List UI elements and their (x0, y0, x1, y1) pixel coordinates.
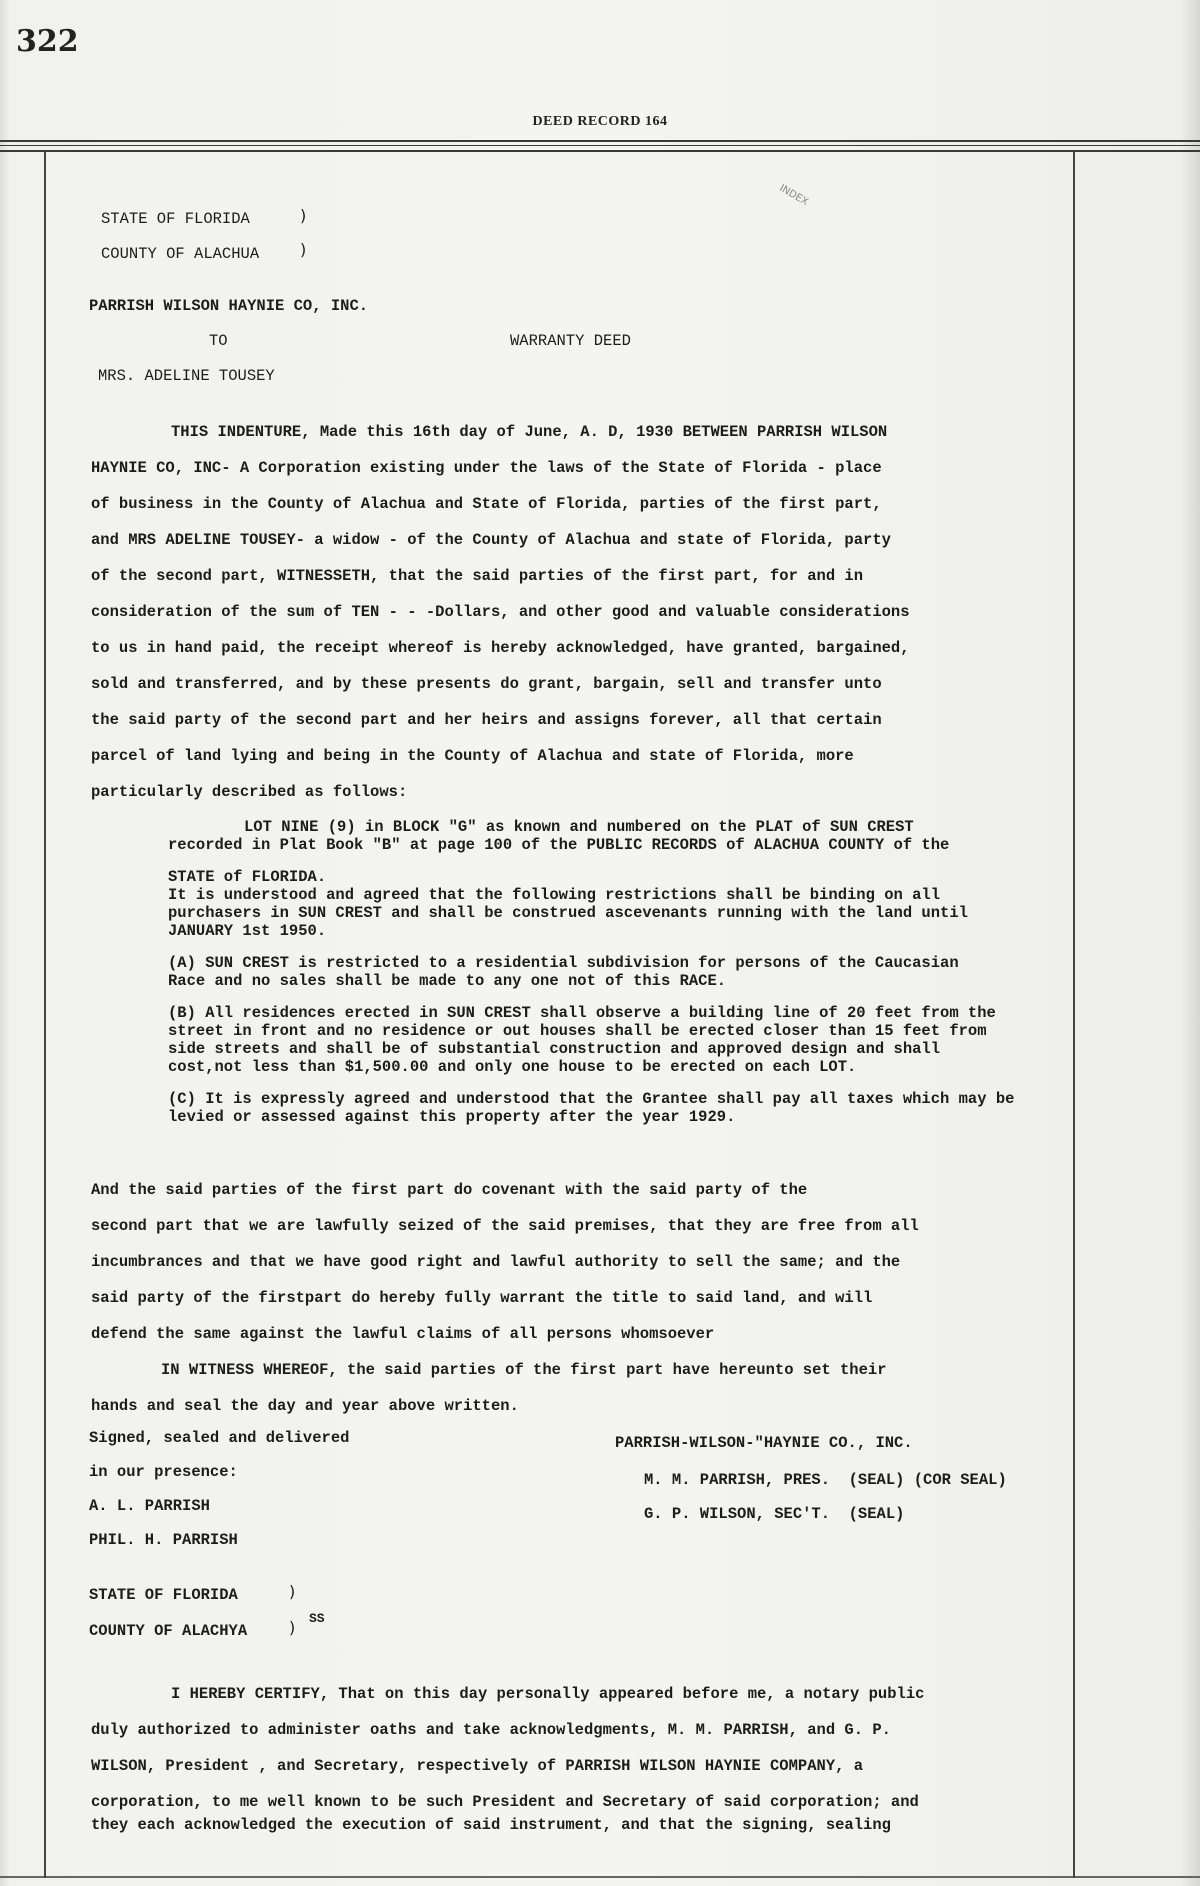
covenant-line: hands and seal the day and year above written. (91, 1397, 519, 1415)
ack-line: duly authorized to administer oaths and take acknowledgments, M. M. PARRISH, and G. P. (91, 1721, 891, 1739)
indenture-paragraph (91, 414, 1051, 810)
covenant-line: And the said parties of the first part do covenant with the said party of the (91, 1181, 808, 1199)
covenant-line: IN WITNESS WHEREOF, the said parties of the first part have hereunto set their (161, 1361, 887, 1379)
grantee: MRS. ADELINE TOUSEY (98, 367, 275, 385)
header-rule (0, 140, 1200, 142)
header-rule-lower (0, 150, 1200, 152)
indenture-line: consideration of the sum of TEN - - -Dollars, and other good and valuable considerations (91, 603, 910, 621)
index-stamp: INDEX (777, 182, 810, 209)
lot-line-3: STATE of FLORIDA. (168, 868, 327, 886)
indenture-line: of business in the County of Alachua and State of Florida, parties of the first part, (91, 495, 882, 513)
restriction-c: (C) It is expressly agreed and understood that the Grantee shall pay all taxes which may be levied or assessed against this property after the year 1929. (168, 1090, 1015, 1126)
ack-line: WILSON, President , and Secretary, respectively of PARRISH WILSON HAYNIE COMPANY, a (91, 1757, 864, 1775)
ack-ss: SS (309, 1611, 325, 1626)
signer-2: G. P. WILSON, SEC'T. (SEAL) (644, 1505, 905, 1523)
covenant-paragraph (91, 1172, 1051, 1424)
ack-state: STATE OF FLORIDA (89, 1586, 238, 1604)
caption-brace-bottom: ) (300, 240, 307, 259)
company-signature: PARRISH-WILSON-"HAYNIE CO., INC. (615, 1434, 913, 1452)
page-number: 322 (16, 24, 79, 59)
covenant-line: defend the same against the lawful claims of all persons whomsoever (91, 1325, 715, 1343)
witness-2: PHIL. H. PARRISH (89, 1531, 238, 1549)
restriction-b: (B) All residences erected in SUN CREST shall observe a building line of 20 feet from the street in front and no residence or out houses shall be erected closer than 15 feet from side streets and shall be of substantial construction and approved design and shall cost,not less than $1,500.00 and only one house to be erected on each LOT. (168, 1004, 996, 1076)
lot-line-1: LOT NINE (9) in BLOCK "G" as known and numbered on the PLAT of SUN CREST (244, 818, 914, 836)
ack-county: COUNTY OF ALACHYA (89, 1622, 248, 1640)
caption-brace-top: ) (300, 206, 307, 225)
header-rule-thin (0, 145, 1200, 146)
caption-state: STATE OF FLORIDA (101, 210, 250, 228)
signed-line-1: Signed, sealed and delivered (89, 1429, 350, 1447)
left-margin-line (44, 152, 46, 1878)
restrictions-block (168, 886, 1068, 1140)
restrictions-intro: It is understood and agreed that the following restrictions shall be binding on all purchasers in SUN CREST and shall be construed ascevenants running with the land until JANUARY 1st 1950. (168, 886, 968, 940)
record-title: DEED RECORD 164 (532, 114, 668, 129)
indenture-line: sold and transferred, and by these presents do grant, bargain, sell and transfer unto (91, 675, 882, 693)
deed-type: WARRANTY DEED (510, 332, 631, 350)
ack-paragraph (91, 1676, 1051, 1835)
indenture-line: to us in hand paid, the receipt whereof is hereby acknowledged, have granted, bargained, (91, 639, 910, 657)
covenant-line: incumbrances and that we have good right and lawful authority to sell the same; and the (91, 1253, 901, 1271)
ack-line: corporation, to me well known to be such President and Secretary of said corporation; and (91, 1793, 919, 1811)
grantor: PARRISH WILSON HAYNIE CO, INC. (89, 297, 369, 315)
indenture-line: THIS INDENTURE, Made this 16th day of June, A. D, 1930 BETWEEN PARRISH WILSON (171, 423, 888, 441)
indenture-line: the said party of the second part and her heirs and assigns forever, all that certain (91, 711, 882, 729)
footer-rule (0, 1876, 1200, 1878)
ack-brace-bottom: ) (289, 1618, 296, 1637)
ack-line: they each acknowledged the execution of said instrument, and that the signing, sealing (91, 1816, 891, 1834)
indenture-line: of the second part, WITNESSETH, that the said parties of the first part, for and in (91, 567, 864, 585)
indenture-line: particularly described as follows: (91, 783, 408, 801)
indenture-line: HAYNIE CO, INC- A Corporation existing under the laws of the State of Florida - place (91, 459, 882, 477)
ack-brace-top: ) (289, 1582, 296, 1601)
lot-line-2: recorded in Plat Book "B" at page 100 of the PUBLIC RECORDS of ALACHUA COUNTY of the (168, 836, 950, 854)
restriction-a: (A) SUN CREST is restricted to a residential subdivision for persons of the Caucasian Race and no sales shall be made to any one not of this RACE. (168, 954, 959, 990)
right-margin-line (1073, 152, 1075, 1878)
to-label: TO (209, 332, 228, 350)
signer-1: M. M. PARRISH, PRES. (SEAL) (COR SEAL) (644, 1471, 1007, 1489)
ack-line: I HEREBY CERTIFY, That on this day personally appeared before me, a notary public (171, 1685, 925, 1703)
covenant-line: said party of the firstpart do hereby fully warrant the title to said land, and will (91, 1289, 873, 1307)
indenture-line: parcel of land lying and being in the County of Alachua and state of Florida, more (91, 747, 854, 765)
signed-line-2: in our presence: (89, 1463, 238, 1481)
indenture-line: and MRS ADELINE TOUSEY- a widow - of the County of Alachua and state of Florida, party (91, 531, 891, 549)
covenant-line: second part that we are lawfully seized of the said premises, that they are free from all (91, 1217, 919, 1235)
caption-county: COUNTY OF ALACHUA (101, 245, 260, 263)
witness-1: A. L. PARRISH (89, 1497, 210, 1515)
